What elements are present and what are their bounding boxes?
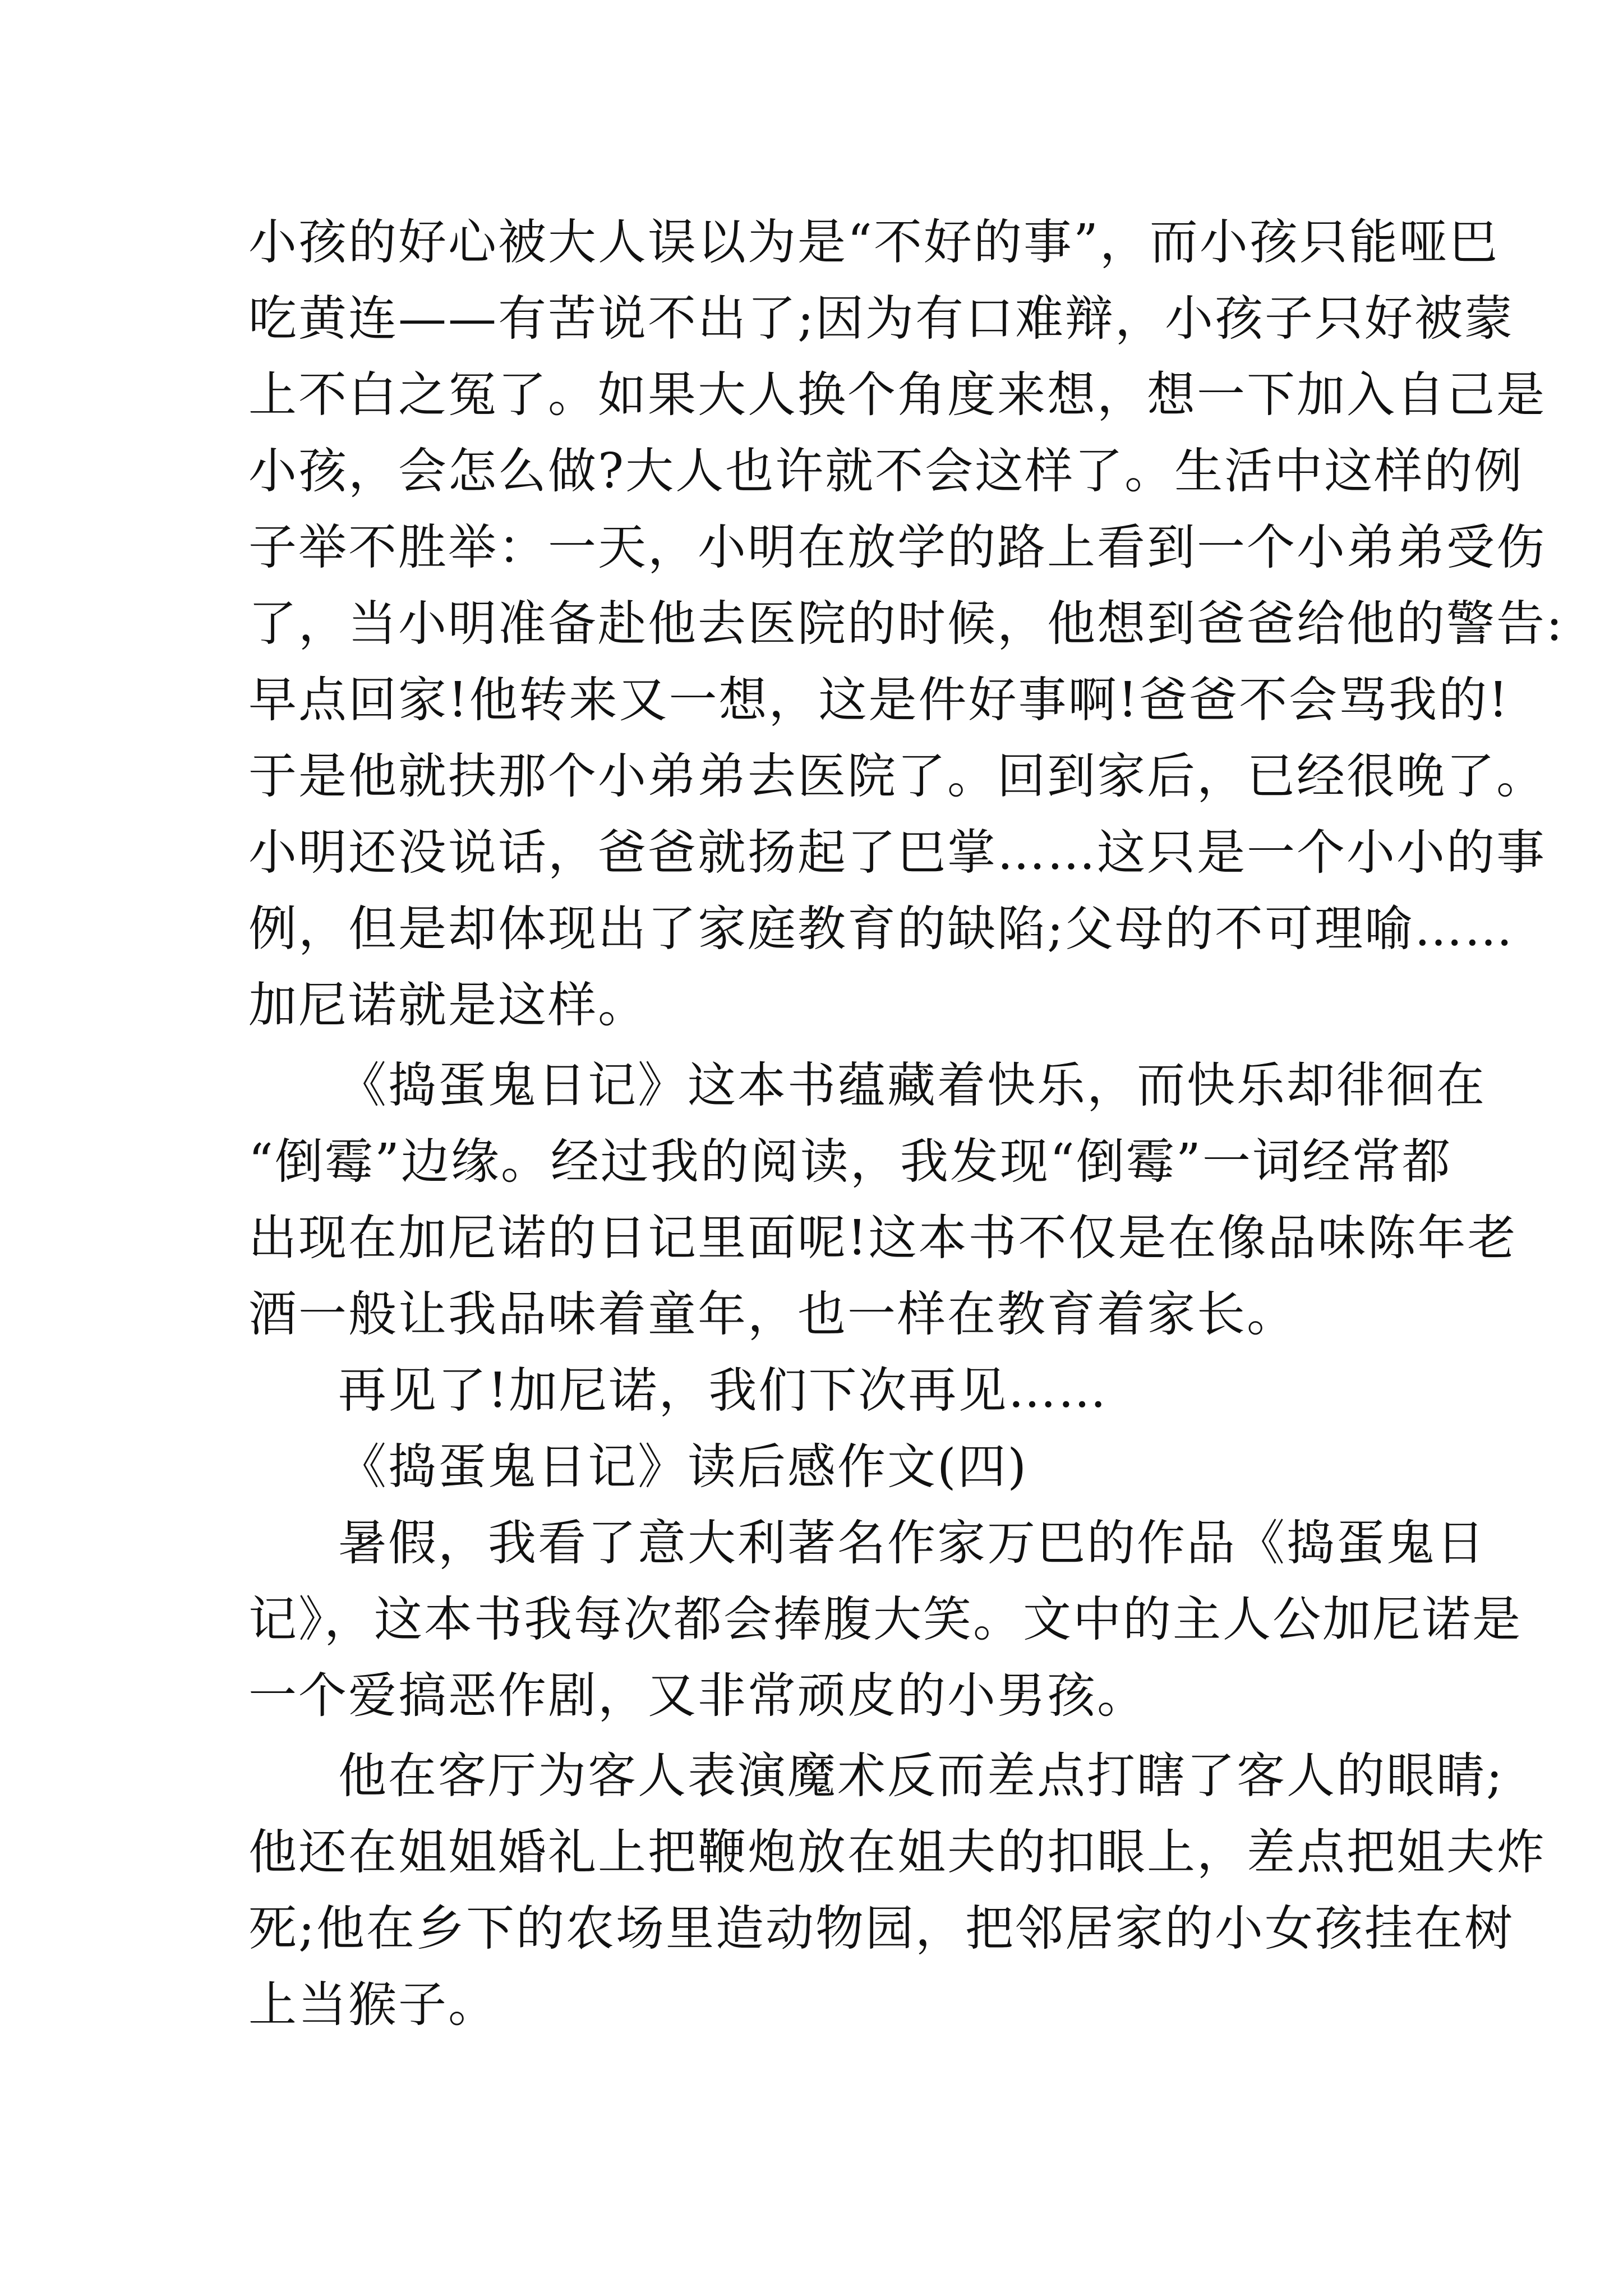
text-line: 早点回家!他转来又一想，这是件好事啊!爸爸不会骂我的! [248,672,1510,728]
text-line: 酒一般让我品味着童年，也一样在教育着家长。 [248,1286,1297,1342]
text-line: 一个爱搞恶作剧，又非常顽皮的小男孩。 [248,1668,1147,1724]
text-line: 死;他在乡下的农场里造动物园，把邻居家的小女孩挂在树 [248,1901,1514,1957]
text-line: 于是他就扶那个小弟弟去医院了。回到家后，已经很晚了。 [248,748,1546,804]
text-line: 加尼诺就是这样。 [248,977,648,1033]
text-line: 他还在姐姐婚礼上把鞭炮放在姐夫的扣眼上，差点把姐夫炸 [248,1824,1546,1880]
text-line: 例，但是却体现出了家庭教育的缺陷;父母的不可理喻…… [248,901,1514,957]
text-line: 小明还没说话，爸爸就扬起了巴掌……这只是一个小小的事 [248,825,1546,881]
text-line: “倒霉”边缘。经过我的阅读，我发现“倒霉”一词经常都 [248,1134,1452,1190]
text-line: 《捣蛋鬼日记》这本书蕴藏着快乐，而快乐却徘徊在 [338,1057,1486,1114]
section-heading: 《捣蛋鬼日记》读后感作文(四) [338,1439,1029,1495]
text-line: 记》，这本书我每次都会捧腹大笑。文中的主人公加尼诺是 [248,1591,1522,1648]
text-line: 出现在加尼诺的日记里面呢!这本书不仅是在像品味陈年老 [248,1210,1518,1266]
text-line: 上不白之冤了。如果大人换个角度来想，想一下加入自己是 [248,367,1546,423]
text-line: 小孩，会怎么做?大人也许就不会这样了。生活中这样的例 [248,443,1524,499]
text-line: 上当猴子。 [248,1977,498,2033]
text-line: 再见了!加尼诺，我们下次再见…… [338,1363,1108,1419]
text-line: 暑假，我看了意大利著名作家万巴的作品《捣蛋鬼日 [338,1515,1486,1571]
text-line: 子举不胜举：一天，小明在放学的路上看到一个小弟弟受伤 [248,519,1546,576]
text-line: 他在客厅为客人表演魔术反而差点打瞎了客人的眼睛; [338,1748,1504,1804]
text-line: 吃黄连——有苦说不出了;因为有口难辩，小孩子只好被蒙 [248,291,1514,347]
text-line: 小孩的好心被大人误以为是“不好的事”，而小孩只能哑巴 [248,214,1499,270]
text-line: 了，当小明准备赴他去医院的时候，他想到爸爸给他的警告: [248,596,1564,652]
